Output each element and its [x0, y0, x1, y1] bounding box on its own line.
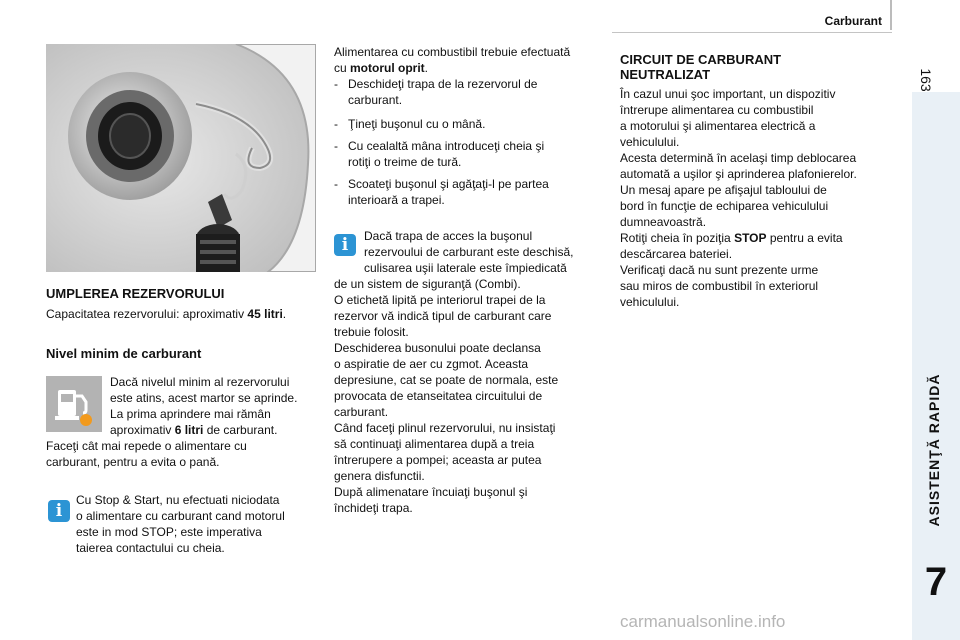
- text-line: vehiculului.: [620, 295, 680, 309]
- text-line: carburant.: [334, 405, 389, 419]
- min-last-suffix: de carburant.: [203, 423, 278, 437]
- intro-suffix: .: [424, 61, 429, 75]
- step-item: [334, 76, 594, 110]
- text-line: Ţineţi buşonul cu o mână.: [348, 117, 486, 131]
- watermark: carmanualsonline.info: [620, 612, 786, 631]
- text-line: Când faceţi plinul rezervorului, nu insistaţi: [334, 421, 556, 435]
- text-line: trebuie folosit.: [334, 325, 409, 339]
- chapter-title-text: ASISTENŢĂ RAPIDĂ: [926, 373, 942, 527]
- text-line: dumneavoastră.: [620, 215, 707, 229]
- step-text: [348, 76, 588, 108]
- section-title-fuel-cutoff: [620, 52, 890, 82]
- text-line: Dacă nivelul minim al rezervorului: [110, 375, 290, 389]
- text-line: În cazul unui şoc important, un dispozitiv: [620, 87, 836, 101]
- text-line: carburant, pentru a evita o pană.: [46, 455, 220, 469]
- text-line: este atins, acest martor se aprinde.: [110, 391, 298, 405]
- text-line: a motorului şi alimentarea electrică a: [620, 119, 816, 133]
- step-dash: -: [334, 77, 338, 91]
- text-line: Alimentarea cu combustibil trebuie efectuată: [334, 45, 571, 59]
- min-level-advice: [46, 438, 316, 470]
- text-line: vehiculului.: [620, 135, 680, 149]
- fuel-cutoff-text: [620, 86, 892, 310]
- text-line: [334, 60, 594, 76]
- text-line: automată a uşilor şi aprinderea plafonierelor.: [620, 167, 857, 181]
- fuel-cap-photo: [46, 44, 316, 272]
- text-line: Dacă trapa de acces la buşonul: [364, 229, 533, 243]
- text-line: sau miros de combustibil în exteriorul: [620, 279, 819, 293]
- info-icon: i: [48, 500, 70, 522]
- step-dash: -: [334, 139, 338, 153]
- text-line: taierea contactului cu cheia.: [76, 541, 225, 555]
- tank-capacity-prefix: Capacitatea rezervorului: aproximativ: [46, 307, 248, 321]
- text-line: interioară a trapei.: [348, 193, 445, 207]
- tank-capacity-value: 45 litri: [247, 307, 283, 321]
- refuel-intro: [334, 44, 594, 76]
- intro-prefix: cu: [334, 61, 351, 75]
- header-vertical-divider: [890, 0, 892, 30]
- text-line: Verificaţi dacă nu sunt prezente urme: [620, 263, 819, 277]
- title-line: NEUTRALIZAT: [620, 67, 711, 82]
- min-last-prefix: aproximativ: [110, 423, 175, 437]
- text-line: rezervor vă indică tipul de carburant care: [334, 309, 552, 323]
- text-line: genera disfunctii.: [334, 469, 425, 483]
- stop-suffix: pentru a evita: [766, 231, 843, 245]
- text-line: Cu cealaltă mâna introduceţi cheia şi: [348, 139, 545, 153]
- intro-bold: motorul oprit: [350, 61, 425, 75]
- text-line: închideţi trapa.: [334, 501, 413, 515]
- min-level-text-block: [110, 374, 320, 438]
- running-header-title: Carburant: [824, 14, 882, 28]
- text-line: Scoateţi buşonul şi agăţaţi-l pe partea: [348, 177, 549, 191]
- door-note-body: [334, 276, 594, 516]
- min-level-title: Nivel minim de carburant: [46, 346, 202, 361]
- text-line: [110, 422, 320, 438]
- text-line: este in mod STOP; este imperativa: [76, 525, 262, 539]
- text-line: După alimenatare încuiaţi buşonul şi: [334, 485, 528, 499]
- text-line: La prima aprindere mai rămân: [110, 407, 271, 421]
- text-line: rotiţi o treime de tură.: [348, 155, 462, 169]
- text-line: o aspiratie de aer cu zgmot. Aceasta: [334, 357, 529, 371]
- fuel-cap-illustration: [46, 44, 316, 272]
- text-line: Faceţi cât mai repede o alimentare cu: [46, 439, 247, 453]
- fuel-pump-icon: [46, 376, 102, 432]
- text-line: provocata de etanseitatea circuitului de: [334, 389, 543, 403]
- step-text: [348, 138, 588, 170]
- step-dash: -: [334, 177, 338, 191]
- title-line: CIRCUIT DE CARBURANT: [620, 52, 782, 67]
- text-line: întrerupere a pompei; aceasta ar putea: [334, 453, 542, 467]
- text-line: să continuaţi alimentarea după a treia: [334, 437, 535, 451]
- text-line: rezervoului de carburant este deschisă,: [364, 245, 574, 259]
- text-line: întrerupe alimentarea cu combustibil: [620, 103, 814, 117]
- step-item: [334, 176, 594, 210]
- text-line: bord în funcţie de echiparea vehiculului: [620, 199, 829, 213]
- tank-capacity-suffix: .: [282, 307, 287, 321]
- page-number: 163: [918, 68, 934, 92]
- text-line: depresiune, cat se poate de normala, este: [334, 373, 559, 387]
- text-line: descărcarea bateriei.: [620, 247, 733, 261]
- step-text: [348, 176, 588, 208]
- stop-start-note: [76, 492, 316, 556]
- fuel-gauge-icon: [46, 376, 102, 432]
- info-icon: i: [334, 234, 356, 256]
- stop-prefix: Rotiţi cheia în poziţia: [620, 231, 735, 245]
- step-item: [334, 138, 594, 172]
- step-dash: -: [334, 117, 338, 131]
- step-item: [334, 116, 594, 134]
- text-line: Un mesaj apare pe afişajul tabloului de: [620, 183, 827, 197]
- text-line: de un sistem de siguranţă (Combi).: [334, 277, 521, 291]
- text-line: Acesta determină în acelaşi timp deblocarea: [620, 151, 857, 165]
- stop-keyword: STOP: [734, 231, 767, 245]
- door-note-indented: [364, 228, 594, 276]
- header-divider: [612, 32, 892, 33]
- text-line: culisarea uşii laterale este împiedicată: [364, 261, 567, 275]
- text-line: o alimentare cu carburant cand motorul: [76, 509, 285, 523]
- tank-capacity: [46, 306, 316, 322]
- section-title-refuelling: UMPLEREA REZERVORULUI: [46, 286, 225, 301]
- text-line: Deschiderea busonului poate declansa: [334, 341, 541, 355]
- min-last-value: 6 litri: [174, 423, 204, 437]
- text-line: carburant.: [348, 93, 403, 107]
- chapter-number: 7: [924, 560, 948, 604]
- step-text: [348, 116, 588, 132]
- text-line: O etichetă lipită pe interiorul trapei de la: [334, 293, 546, 307]
- text-line: Deschideţi trapa de la rezervorul de: [348, 77, 538, 91]
- text-line: [620, 230, 892, 246]
- text-line: Cu Stop & Start, nu efectuati niciodata: [76, 493, 280, 507]
